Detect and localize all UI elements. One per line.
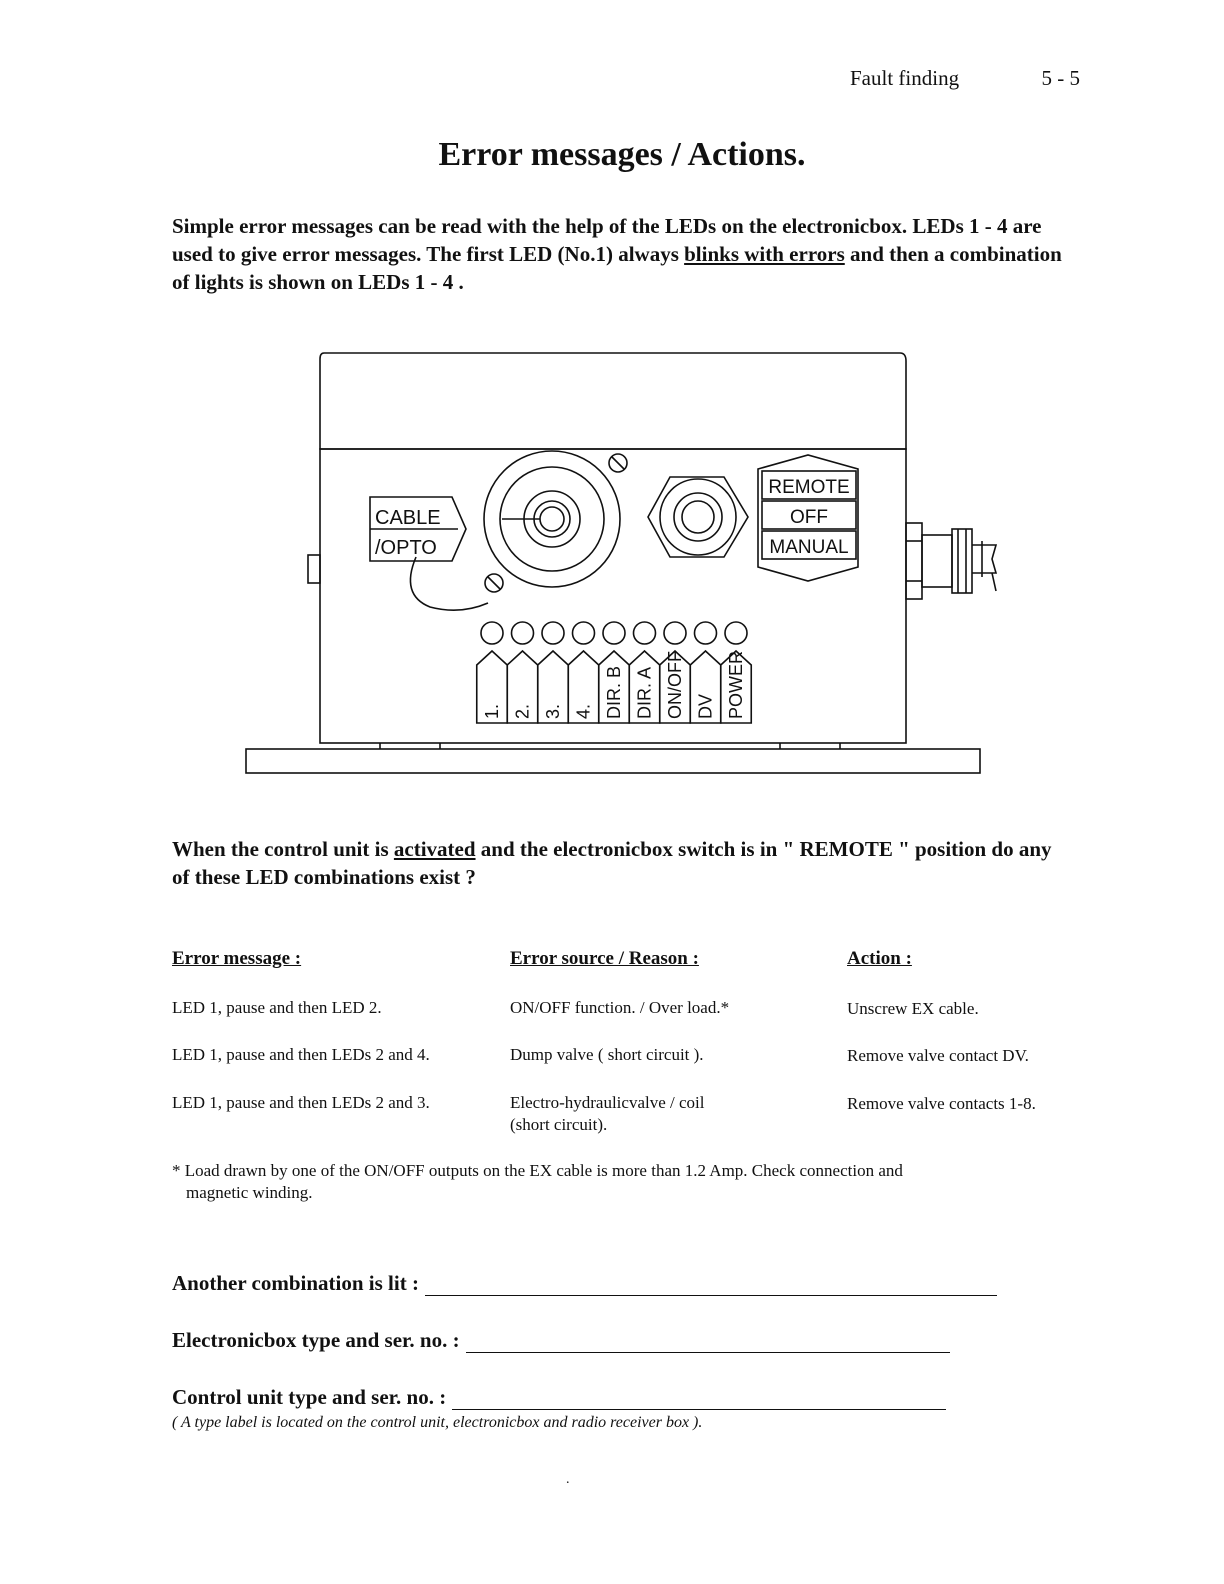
footnote: [172, 1160, 1052, 1204]
led-label-8: DV: [695, 693, 716, 719]
question-paragraph: [172, 835, 1052, 891]
combination-field: [172, 1271, 997, 1296]
led-9: [725, 622, 747, 644]
page-number: 5 - 5: [1041, 66, 1080, 90]
header-error-source: Error source / Reason :: [510, 948, 699, 969]
led-2: [512, 622, 534, 644]
row3-reason: [510, 1092, 840, 1136]
electronicbox-diagram: [240, 345, 1020, 785]
page-title: Error messages / Actions.: [438, 136, 806, 173]
led-label-6: DIR. A: [634, 666, 655, 719]
led-4: [573, 622, 595, 644]
question-text-2: and the electronicbox switch is in " REMOTE " position do any of these LED combinations exist ?: [172, 837, 1052, 889]
intro-paragraph: [172, 212, 1072, 296]
led-label-2: 2.: [512, 703, 533, 719]
intro-text-2: and then a combination of lights is shown on LEDs 1 - 4 .: [172, 242, 1062, 294]
row3-reason-line1: Electro-hydraulicvalve / coil: [510, 1093, 705, 1112]
footnote-line2: magnetic winding.: [186, 1183, 313, 1202]
section-name: Fault finding: [850, 66, 960, 90]
control-unit-blank[interactable]: [452, 1389, 946, 1410]
question-underlined-text: activated: [393, 837, 476, 861]
header-action: Action :: [847, 948, 912, 969]
row3-action: Remove valve contacts 1-8.: [847, 1094, 1036, 1113]
led-6: [634, 622, 656, 644]
electronicbox-blank[interactable]: [466, 1332, 950, 1353]
row1-message: LED 1, pause and then LED 2.: [172, 998, 382, 1017]
base-plate: [246, 749, 980, 773]
box-lid: [320, 353, 906, 449]
led-8: [695, 622, 717, 644]
header-error-message: Error message :: [172, 948, 302, 969]
type-label-note: ( A type label is located on the control unit, electronicbox and radio receiver box ).: [172, 1414, 703, 1431]
row1-reason: ON/OFF function. / Over load.*: [510, 998, 730, 1017]
mode-switch-plate: [758, 455, 858, 581]
intro-text-1: Simple error messages can be read with the help of the LEDs on the electronicbox. LEDs 1 - 4 are used to give error messages. The first LED (No.1) always: [172, 214, 1042, 266]
control-unit-label: Control unit type and ser. no. :: [172, 1385, 447, 1409]
combination-label: Another combination is lit :: [172, 1271, 419, 1295]
left-mount: [308, 555, 320, 583]
control-unit-field: [172, 1385, 946, 1410]
led-label-4: 4.: [573, 703, 594, 719]
opto-label: /OPTO: [375, 537, 437, 559]
led-label-9: POWER: [726, 650, 746, 719]
led-indicator-row: [477, 622, 752, 723]
led-label-1: 1.: [482, 703, 502, 719]
intro-underlined-text: blinks with errors: [684, 242, 845, 266]
led-1: [481, 622, 503, 644]
stray-mark: .: [566, 1472, 570, 1487]
page-header: [850, 66, 1080, 91]
footnote-line1: * Load drawn by one of the ON/OFF outputs on the EX cable is more than 1.2 Amp. Check connection and: [172, 1161, 903, 1180]
switch-manual: MANUAL: [769, 537, 849, 558]
led-5: [603, 622, 625, 644]
row1-action: Unscrew EX cable.: [847, 999, 979, 1018]
row2-message: LED 1, pause and then LEDs 2 and 4.: [172, 1045, 430, 1064]
led-label-7: ON/OFF: [665, 651, 685, 719]
cable-gland-right: [906, 523, 996, 599]
cable-label: CABLE: [375, 507, 441, 529]
cable-opto-tag: [370, 497, 488, 610]
question-text-1: When the control unit is: [172, 837, 389, 861]
row2-reason: Dump valve ( short circuit ).: [510, 1045, 704, 1064]
switch-remote: REMOTE: [768, 477, 850, 498]
led-label-5: DIR. B: [604, 665, 624, 719]
led-7: [664, 622, 686, 644]
switch-off: OFF: [790, 507, 828, 528]
small-cable-gland: [648, 477, 748, 557]
row3-message: LED 1, pause and then LEDs 2 and 3.: [172, 1093, 430, 1112]
electronicbox-field: [172, 1328, 950, 1353]
led-3: [542, 622, 564, 644]
optical-connector: [484, 451, 627, 592]
row2-action: Remove valve contact DV.: [847, 1046, 1029, 1065]
row3-reason-line2: (short circuit).: [510, 1115, 608, 1134]
combination-blank[interactable]: [425, 1275, 997, 1296]
electronicbox-label: Electronicbox type and ser. no. :: [172, 1328, 460, 1352]
led-label-3: 3.: [543, 703, 563, 719]
